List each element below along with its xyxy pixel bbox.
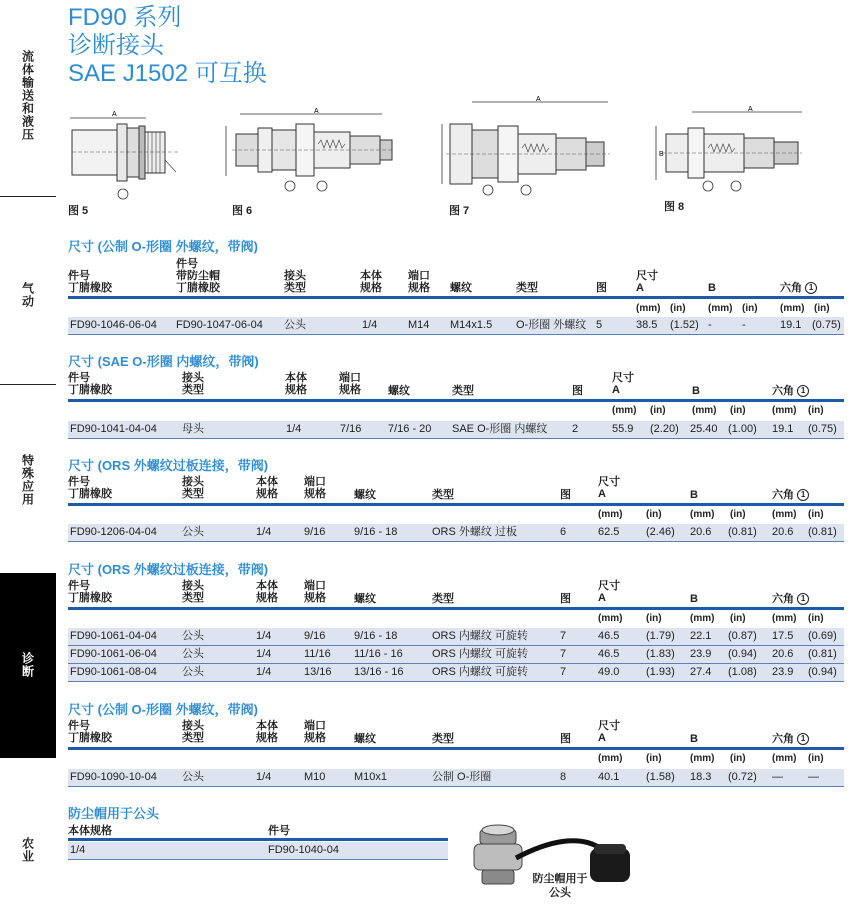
s1-header-dim: 尺寸 A: [636, 270, 658, 294]
table-cell: FD90-1047-06-04: [176, 319, 263, 331]
table-cell: -: [742, 319, 746, 331]
s4-unit-mm: (mm): [772, 613, 797, 624]
figure-8-drawing: [652, 104, 812, 196]
table-cell: 8: [560, 771, 567, 783]
table-cell: FD90-1090-10-04: [70, 771, 157, 783]
s3-header-port: 端口 规格: [304, 476, 326, 500]
s5-unit-in: (in): [646, 753, 662, 764]
s2-unit-mm: (mm): [692, 405, 717, 416]
table-cell: 9/16: [304, 526, 326, 538]
s1-header-cap-partno: 件号 带防尘帽 丁腈橡胶: [176, 258, 220, 294]
table-cell: FD90-1061-08-04: [70, 666, 157, 678]
s5-unit-in: (in): [730, 753, 746, 764]
table-cell: M14x1.5: [450, 319, 493, 331]
table-cell: 25.40: [690, 423, 718, 435]
table-cell: (1.79): [646, 630, 675, 642]
s1-header-fig: 图: [596, 282, 607, 294]
s2-header-dim: 尺寸 A: [612, 372, 634, 396]
table-cell: (1.58): [646, 771, 675, 783]
section-2-title: 尺寸 (SAE O-形圈 内螺纹，带阀): [68, 354, 259, 369]
table-cell: (0.94): [808, 666, 837, 678]
table-cell: 公头: [182, 648, 204, 660]
table-cell: ORS 外螺纹 过板: [432, 526, 517, 538]
s3-header-fig: 图: [560, 489, 571, 501]
table-cell: (2.46): [646, 526, 675, 538]
table-row: [68, 421, 844, 439]
table-cell: (0.75): [812, 319, 841, 331]
s1-header-type: 类型: [516, 282, 538, 294]
table-cell: —: [808, 771, 819, 783]
table-cell: 1/4: [286, 423, 302, 435]
table-cell: 1/4: [256, 666, 272, 678]
s2-unit-in: (in): [808, 405, 824, 416]
s3-header-dim: 尺寸 A: [598, 476, 620, 500]
hex-note-icon: 1: [805, 282, 817, 294]
dust-cap-caption: 防尘帽用于 公头: [532, 873, 588, 899]
s2-unit-mm: (mm): [612, 405, 637, 416]
table-cell: 22.1: [690, 630, 712, 642]
s3-header-hex: 六角 1: [772, 489, 809, 501]
s4-header-thread: 螺纹: [354, 593, 376, 605]
table-cell: 7: [560, 666, 567, 678]
s4-header-type: 类型: [432, 593, 454, 605]
table-cell: 1/4: [362, 319, 378, 331]
dim-b-label: B: [659, 151, 664, 158]
table-cell: 公头: [284, 319, 306, 331]
s3-header-body: 本体 规格: [256, 476, 278, 500]
table-cell: 公头: [182, 630, 204, 642]
s1-header-body: 本体 规格: [360, 270, 382, 294]
table-cell: 7/16: [340, 423, 362, 435]
table-cell: (2.20): [650, 423, 679, 435]
side-tab-pneumatic[interactable]: 气动: [20, 282, 35, 308]
table-cell: 46.5: [598, 648, 620, 660]
s3-unit-in: (in): [808, 509, 824, 520]
s3-header-partno: 件号 丁腈橡胶: [68, 476, 112, 500]
s4-header-hex: 六角 1: [772, 593, 809, 605]
dim-a-label: A: [112, 111, 117, 118]
s3-unit-mm: (mm): [690, 509, 715, 520]
table-cell: (0.69): [808, 630, 837, 642]
section-4-title: 尺寸 (ORS 外螺纹过板连接，带阀): [68, 562, 269, 577]
table-cell: 母头: [182, 423, 204, 435]
s5-unit-in: (in): [808, 753, 824, 764]
table-cell: 5: [596, 319, 603, 331]
table-cell: FD90-1206-04-04: [70, 526, 157, 538]
table-cell: (1.00): [728, 423, 757, 435]
table-cell: —: [772, 771, 783, 783]
table-cell: 23.9: [690, 648, 712, 660]
s2-header-thread: 螺纹: [388, 385, 410, 397]
side-tab-diagnostic[interactable]: 诊断: [20, 652, 35, 678]
s5-header-thread: 螺纹: [354, 733, 376, 745]
s1-unit-in: (in): [742, 303, 758, 314]
table-cell: M10x1: [354, 771, 388, 783]
table-cell: FD90-1046-06-04: [70, 319, 157, 331]
table-cell: 公头: [182, 666, 204, 678]
s5-header-dim: 尺寸 A: [598, 720, 620, 744]
table-cell: 20.6: [690, 526, 712, 538]
table-cell: (1.83): [646, 648, 675, 660]
s4-header-conn: 接头 类型: [182, 580, 204, 604]
table-cell: M10: [304, 771, 326, 783]
page-title-compat: SAE J1502 可互换: [68, 60, 267, 87]
s4-header-port: 端口 规格: [304, 580, 326, 604]
s4-header-dim: 尺寸 A: [598, 580, 620, 604]
table-cell: FD90-1041-04-04: [70, 423, 157, 435]
s6-header-body: 本体规格: [68, 825, 112, 837]
s5-header-type: 类型: [432, 733, 454, 745]
s5-header-fig: 图: [560, 733, 571, 745]
dim-a-label: A: [536, 96, 541, 103]
s2-header-b: B: [692, 385, 700, 397]
table-cell: 11/16: [304, 648, 331, 660]
s3-header-b: B: [690, 489, 698, 501]
table-cell: 7/16 - 20: [388, 423, 432, 435]
s2-unit-in: (in): [730, 405, 746, 416]
table-cell: 40.1: [598, 771, 620, 783]
s2-unit-in: (in): [650, 405, 666, 416]
table-cell: (0.81): [808, 648, 837, 660]
s6-header-partno: 件号: [268, 825, 290, 837]
s1-unit-in: (in): [670, 303, 686, 314]
s5-header-port: 端口 规格: [304, 720, 326, 744]
table-cell: 13/16: [304, 666, 332, 678]
table-cell: (0.75): [808, 423, 837, 435]
side-divider: [0, 384, 56, 385]
s6-header-rule: [68, 838, 448, 841]
s5-header-b: B: [690, 733, 698, 745]
table-cell: ORS 内螺纹 可旋转: [432, 648, 528, 660]
table-cell: 1/4: [256, 526, 272, 538]
table-cell: (0.81): [728, 526, 757, 538]
table-row: [68, 664, 844, 682]
section-3-title: 尺寸 (ORS 外螺纹过板连接，带阀): [68, 458, 269, 473]
s3-unit-mm: (mm): [772, 509, 797, 520]
s2-header-fig: 图: [572, 385, 583, 397]
table-cell: (0.87): [728, 630, 757, 642]
table-cell: 20.6: [772, 526, 794, 538]
s3-header-thread: 螺纹: [354, 489, 376, 501]
s5-unit-mm: (mm): [690, 753, 715, 764]
table-cell: 9/16 - 18: [354, 630, 398, 642]
s3-header-type: 类型: [432, 489, 454, 501]
table-cell: (0.94): [728, 648, 757, 660]
s1-header-hex: 六角 1: [780, 282, 817, 294]
table-cell: 公头: [182, 771, 204, 783]
figure-7-label: 图 7: [449, 205, 470, 217]
s4-header-partno: 件号 丁腈橡胶: [68, 580, 112, 604]
s4-unit-mm: (mm): [598, 613, 623, 624]
hex-note-icon: 1: [797, 593, 809, 605]
s4-unit-in: (in): [808, 613, 824, 624]
s5-header-hex: 六角 1: [772, 733, 809, 745]
s2-header-hex: 六角 1: [772, 385, 809, 397]
s3-unit-mm: (mm): [598, 509, 623, 520]
table-cell: 27.4: [690, 666, 712, 678]
table-cell: 1/4: [70, 844, 86, 856]
s1-unit-in: (in): [814, 303, 830, 314]
side-tab-special[interactable]: 特殊应用: [20, 454, 35, 506]
table-row: [68, 317, 844, 335]
table-cell: (0.81): [808, 526, 837, 538]
table-cell: 19.1: [772, 423, 794, 435]
side-tab-fluid[interactable]: 流体输送和液压: [20, 49, 35, 141]
side-divider: [0, 196, 56, 197]
s3-header-rule: [68, 503, 844, 506]
s1-header-b: B: [708, 282, 716, 294]
table-cell: 49.0: [598, 666, 620, 678]
table-cell: 1/4: [256, 648, 272, 660]
s4-unit-in: (in): [646, 613, 662, 624]
table-cell: FD90-1061-04-04: [70, 630, 157, 642]
page-title-series: FD90 系列: [68, 4, 182, 31]
table-cell: 20.6: [772, 648, 794, 660]
dim-a-label: A: [748, 106, 753, 113]
table-cell: 19.1: [780, 319, 802, 331]
figure-5-label: 图 5: [68, 205, 89, 217]
table-cell: 公头: [182, 526, 204, 538]
figure-8-label: 图 8: [664, 201, 685, 213]
table-cell: (1.93): [646, 666, 675, 678]
table-cell: (1.08): [728, 666, 757, 678]
s5-header-conn: 接头 类型: [182, 720, 204, 744]
s5-header-partno: 件号 丁腈橡胶: [68, 720, 112, 744]
figure-5-drawing: [68, 110, 193, 202]
s1-unit-mm: (mm): [636, 303, 661, 314]
s2-header-partno: 件号 丁腈橡胶: [68, 372, 112, 396]
s2-header-port: 端口 规格: [339, 372, 361, 396]
hex-note-icon: 1: [797, 385, 809, 397]
figure-6-drawing: [222, 108, 397, 200]
s4-header-fig: 图: [560, 593, 571, 605]
s5-header-body: 本体 规格: [256, 720, 278, 744]
s1-unit-mm: (mm): [780, 303, 805, 314]
table-row: [68, 524, 844, 542]
s4-unit-mm: (mm): [690, 613, 715, 624]
table-cell: O-形圈 外螺纹: [516, 319, 587, 331]
s1-unit-mm: (mm): [708, 303, 733, 314]
hex-note-icon: 1: [797, 733, 809, 745]
table-row: [68, 769, 844, 787]
table-cell: 7: [560, 648, 567, 660]
table-cell: SAE O-形圈 内螺纹: [452, 423, 548, 435]
table-cell: (0.72): [728, 771, 757, 783]
table-row: [68, 628, 844, 646]
page-title-name: 诊断接头: [68, 32, 164, 59]
table-cell: FD90-1040-04: [268, 844, 339, 856]
table-cell: (1.52): [670, 319, 699, 331]
table-cell: 6: [560, 526, 567, 538]
table-cell: 9/16: [304, 630, 326, 642]
s1-header-thread: 螺纹: [450, 282, 472, 294]
table-cell: M14: [408, 319, 430, 331]
table-cell: 62.5: [598, 526, 620, 538]
s3-unit-in: (in): [646, 509, 662, 520]
table-cell: ORS 内螺纹 可旋转: [432, 666, 528, 678]
s3-unit-in: (in): [730, 509, 746, 520]
section-6-title: 防尘帽用于公头: [68, 806, 160, 821]
table-cell: 18.3: [690, 771, 712, 783]
figure-6-label: 图 6: [232, 205, 253, 217]
table-cell: 1/4: [256, 630, 272, 642]
table-cell: 公制 O-形圈: [432, 771, 492, 783]
s5-unit-mm: (mm): [598, 753, 623, 764]
s4-unit-in: (in): [730, 613, 746, 624]
s1-header-conn: 接头 类型: [284, 270, 306, 294]
table-cell: FD90-1061-06-04: [70, 648, 157, 660]
hex-note-icon: 1: [797, 489, 809, 501]
table-cell: 23.9: [772, 666, 794, 678]
table-row: [68, 842, 448, 860]
table-cell: 7: [560, 630, 567, 642]
table-cell: 38.5: [636, 319, 658, 331]
s4-header-b: B: [690, 593, 698, 605]
table-cell: 2: [572, 423, 579, 435]
section-5-title: 尺寸 (公制 O-形圈 外螺纹，带阀): [68, 702, 258, 717]
s5-unit-mm: (mm): [772, 753, 797, 764]
table-cell: ORS 内螺纹 可旋转: [432, 630, 528, 642]
s1-header-rule: [68, 296, 844, 299]
table-row: [68, 646, 844, 664]
s4-header-rule: [68, 607, 844, 610]
table-cell: 9/16 - 18: [354, 526, 398, 538]
s2-header-conn: 接头 类型: [182, 372, 204, 396]
figure-7-drawing: [438, 96, 613, 200]
s2-header-body: 本体 规格: [285, 372, 307, 396]
s2-header-type: 类型: [452, 385, 474, 397]
table-cell: 55.9: [612, 423, 634, 435]
dim-a-label: A: [314, 108, 319, 115]
s1-header-partno: 件号 丁腈橡胶: [68, 270, 112, 294]
s1-header-port: 端口 规格: [408, 270, 430, 294]
side-navigation: [0, 0, 56, 909]
table-cell: 13/16 - 16: [354, 666, 404, 678]
table-cell: 46.5: [598, 630, 620, 642]
s4-header-body: 本体 规格: [256, 580, 278, 604]
table-cell: 11/16 - 16: [354, 648, 403, 660]
side-tab-agriculture[interactable]: 农业: [20, 837, 35, 863]
table-cell: 1/4: [256, 771, 272, 783]
table-cell: -: [708, 319, 712, 331]
table-cell: 17.5: [772, 630, 794, 642]
s2-header-rule: [68, 399, 844, 402]
section-1-title: 尺寸 (公制 O-形圈 外螺纹，带阀): [68, 239, 258, 254]
s5-header-rule: [68, 747, 844, 750]
s3-header-conn: 接头 类型: [182, 476, 204, 500]
s2-unit-mm: (mm): [772, 405, 797, 416]
